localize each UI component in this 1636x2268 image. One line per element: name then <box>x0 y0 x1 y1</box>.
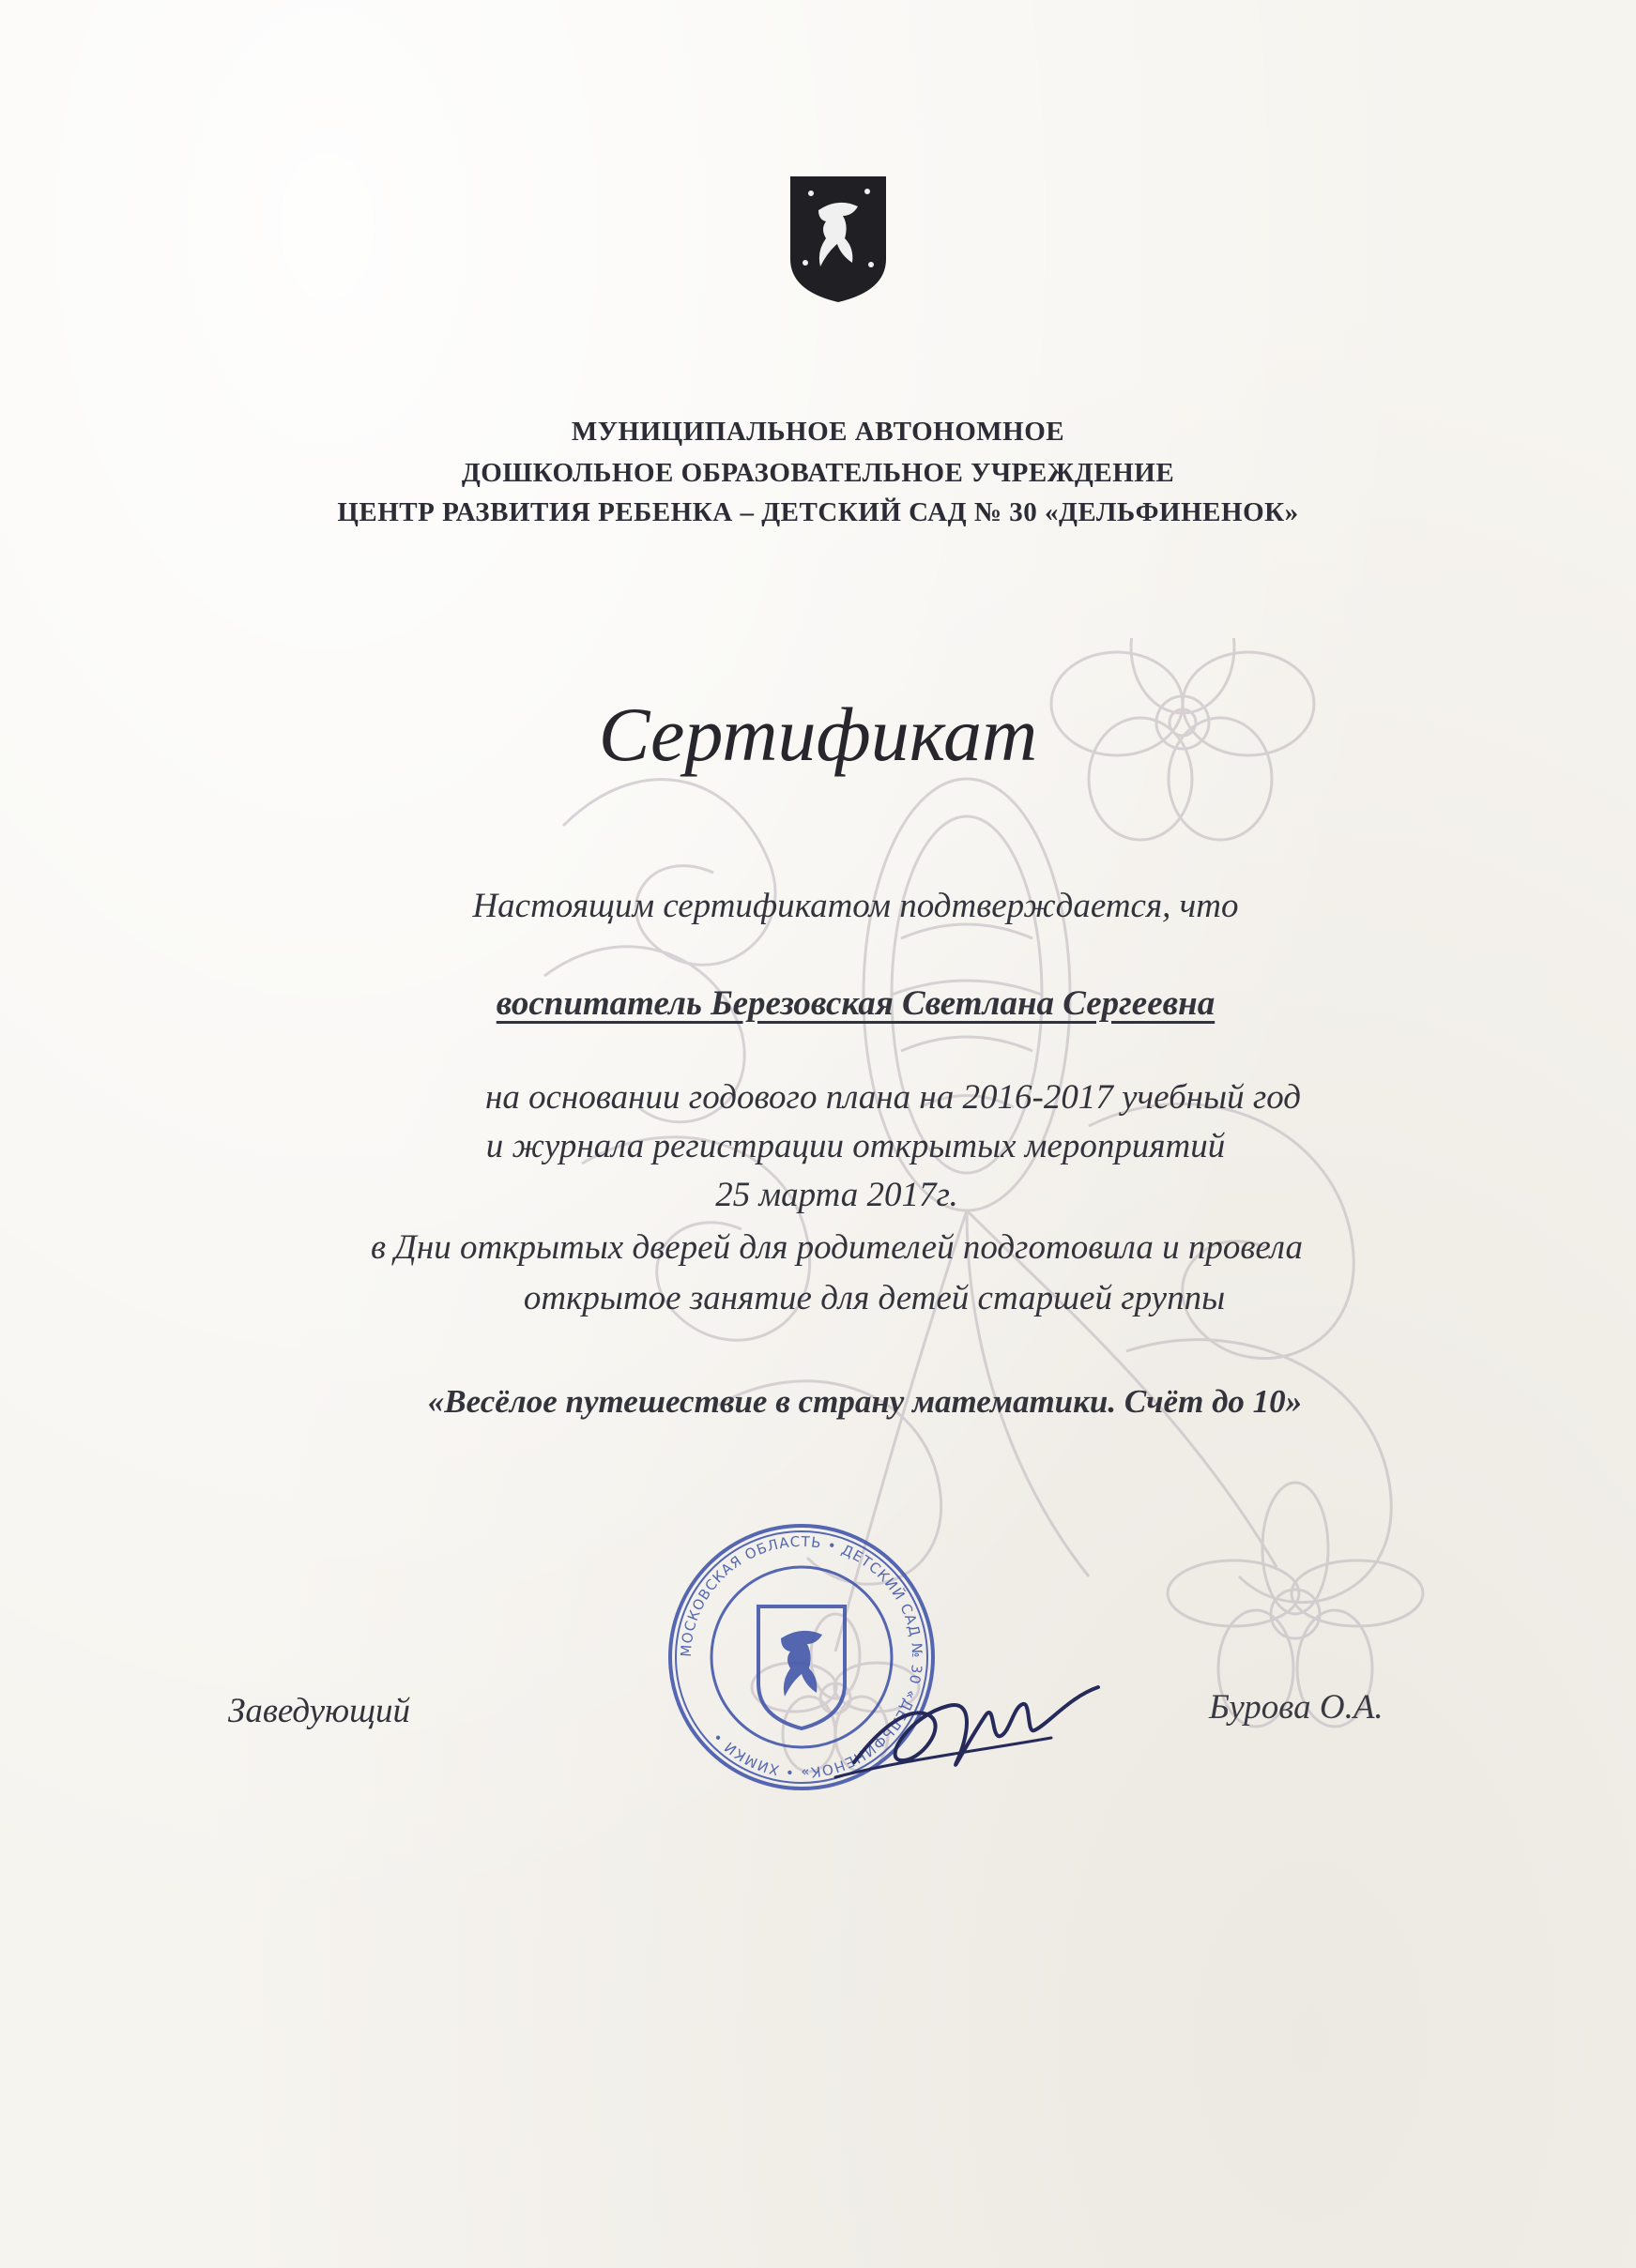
basis-line-1: на основании годового плана на 2016-2017 учебный год <box>484 1078 1302 1117</box>
event-line-1: в Дни открытых дверей для родителей подготовила и провела <box>370 1228 1304 1267</box>
signatory-name: Бурова О.А. <box>1209 1688 1384 1727</box>
signatory-role: Заведующий <box>228 1692 411 1730</box>
event-line-2: открытое занятие для детей старшей группы <box>523 1279 1226 1317</box>
recipient-name: воспитатель Березовская Светлана Сергеевна <box>496 984 1216 1023</box>
event-date: 25 марта 2017г. <box>715 1176 958 1214</box>
certificate-title: Сертификат <box>598 692 1038 777</box>
institution-line-3: ЦЕНТР РАЗВИТИЯ РЕБЕНКА – ДЕТСКИЙ САД № 30 «ДЕЛЬФИНЕНОК» <box>337 497 1299 527</box>
institution-line-1: МУНИЦИПАЛЬНОЕ АВТОНОМНОЕ <box>571 417 1065 447</box>
seal-text: МОСКОВСКАЯ ОБЛАСТЬ • ДЕТСКИЙ САД № 30 «ДЕЛЬФИНЕНОК» • ХИМКИ • <box>677 1532 926 1782</box>
recipient-line <box>38 983 1636 1024</box>
handwritten-signature <box>826 1650 1108 1800</box>
institution-line-2: ДОШКОЛЬНОЕ ОБРАЗОВАТЕЛЬНОЕ УЧРЕЖДЕНИЕ <box>461 458 1175 488</box>
coat-of-arms-icon <box>787 173 890 304</box>
lesson-topic: «Весёлое путешествие в страну математики. Счёт до 10» <box>427 1383 1303 1420</box>
confirm-text: Настоящим сертификатом подтверждается, что <box>472 887 1239 925</box>
basis-line-2: и журнала регистрации открытых мероприятий <box>485 1127 1226 1165</box>
